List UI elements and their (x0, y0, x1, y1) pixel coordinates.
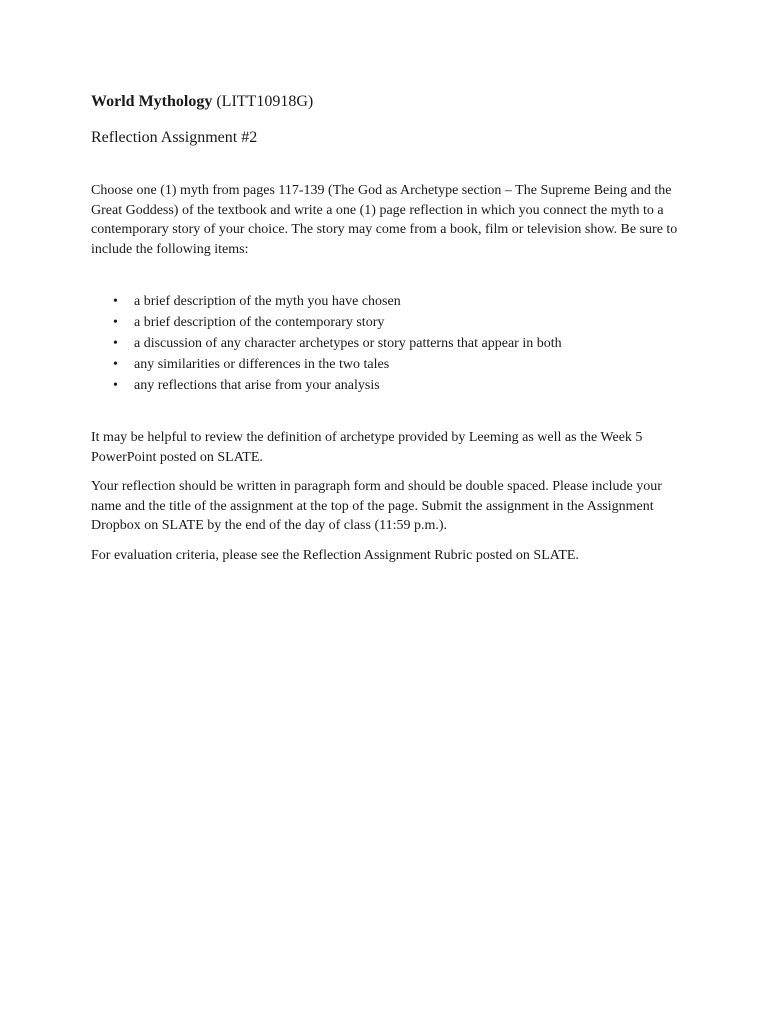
bullet-icon: • (113, 378, 118, 393)
helpful-paragraph: It may be helpful to review the definition of archetype provided by Leeming as well as the Week 5 PowerPoint posted on SLATE. (91, 430, 643, 465)
evaluation-paragraph: For evaluation criteria, please see the Reflection Assignment Rubric posted on SLATE. (91, 547, 579, 563)
bullet-icon: • (113, 357, 118, 372)
list-item: • any similarities or differences in the two tales (91, 354, 691, 375)
bullet-icon: • (113, 294, 118, 309)
course-name: World Mythology (91, 93, 213, 110)
bullet-icon: • (113, 336, 118, 351)
requirements-list (91, 291, 691, 396)
format-paragraph: Your reflection should be written in paragraph form and should be double spaced. Please include your name and the title of the assignment at the top of the page. Submit the assignment in the Assignment Dropbox on SLATE by the end of the day of class (11:59 p.m.). (91, 479, 662, 533)
course-heading (91, 91, 691, 113)
intro-paragraph: Choose one (1) myth from pages 117-139 (The God as Archetype section – The Supreme Being and the Great Goddess) of the textbook and write a one (1) page reflection in which you connect the myth to a contemporary story of your choice. The story may come from a book, film or television show. Be sure to include the following items: (91, 183, 678, 257)
assignment-title: Reflection Assignment #2 (91, 129, 258, 146)
bullet-icon: • (113, 315, 118, 330)
document-page (91, 91, 691, 565)
list-item: • any reflections that arise from your analysis (91, 375, 691, 396)
course-code: (LITT10918G) (216, 93, 314, 110)
list-item: • a brief description of the contemporary story (91, 312, 691, 333)
list-item: • a brief description of the myth you have chosen (91, 291, 691, 312)
list-item: • a discussion of any character archetypes or story patterns that appear in both (91, 333, 691, 354)
